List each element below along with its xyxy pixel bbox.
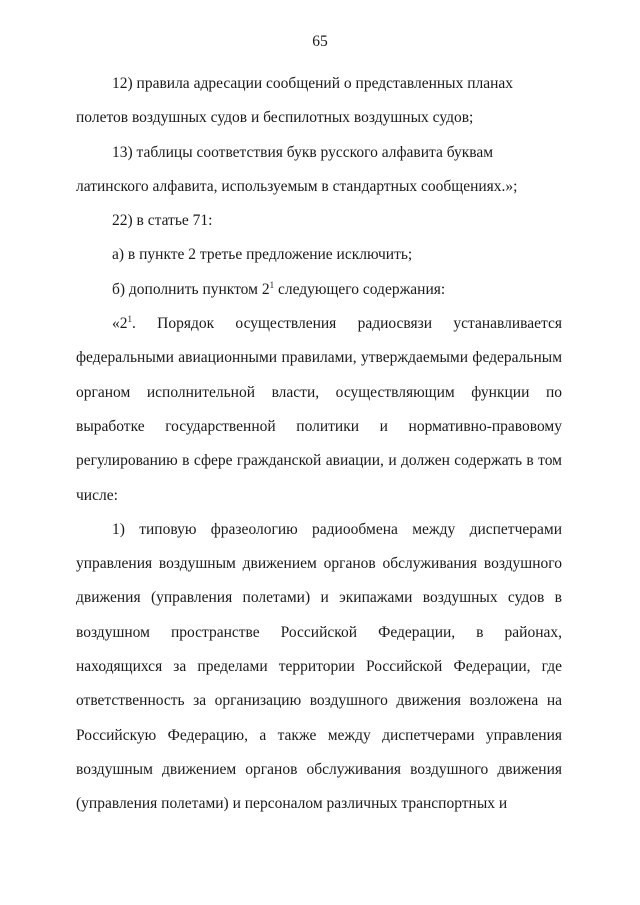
document-body [76,67,562,822]
subitem-b-superscript: 1 [269,279,275,290]
subitem-b-text: б) дополнить пунктом 2 [112,280,270,298]
point-2-1-text: . Порядок осуществления радиосвязи устанавливается федеральными авиационными правилами, утверждаемыми федеральным органом исполнительной власти, осуществляющим функции по выработке государственной политики и нормативно-правовому регулированию в сфере гражданской авиации, и должен содержать в том числе: [76,315,562,504]
page-number: 65 [312,33,328,50]
paragraph-subitem-a: а) в пункте 2 третье предложение исключить; [112,246,413,264]
paragraph-item-12: 12) правила адресации сообщений о представленных планах полетов воздушных судов и беспилотных воздушных судов; [76,75,514,127]
paragraph-item-13: 13) таблицы соответствия букв русского алфавита буквам латинского алфавита, используемым в стандартных сообщениях.»; [76,143,518,195]
paragraph-item-22: 22) в статье 71: [112,212,213,230]
paragraph-subitem-b [76,273,562,307]
subitem-b-text-end: следующего содержания: [274,280,446,298]
paragraph-point-2-1 [76,307,562,513]
point-2-1-number: «2 [112,315,128,333]
paragraph-item-1: 1) типовую фразеологию радиообмена между диспетчерами управления воздушным движением органов обслуживания воздушного движения (управления полетами) и экипажами воздушных судов в воздушном пространстве Российской Федерации, в районах, находящихся за пределами территории Российской Федерации, где ответственность за организацию воздушного движения возложена на Российскую Федерацию, а также между диспетчерами управления воздушным движением органов обслуживания воздушного движения (управления полетами) и персоналом различных транспортных и [76,520,562,813]
point-2-1-superscript: 1 [127,314,132,325]
